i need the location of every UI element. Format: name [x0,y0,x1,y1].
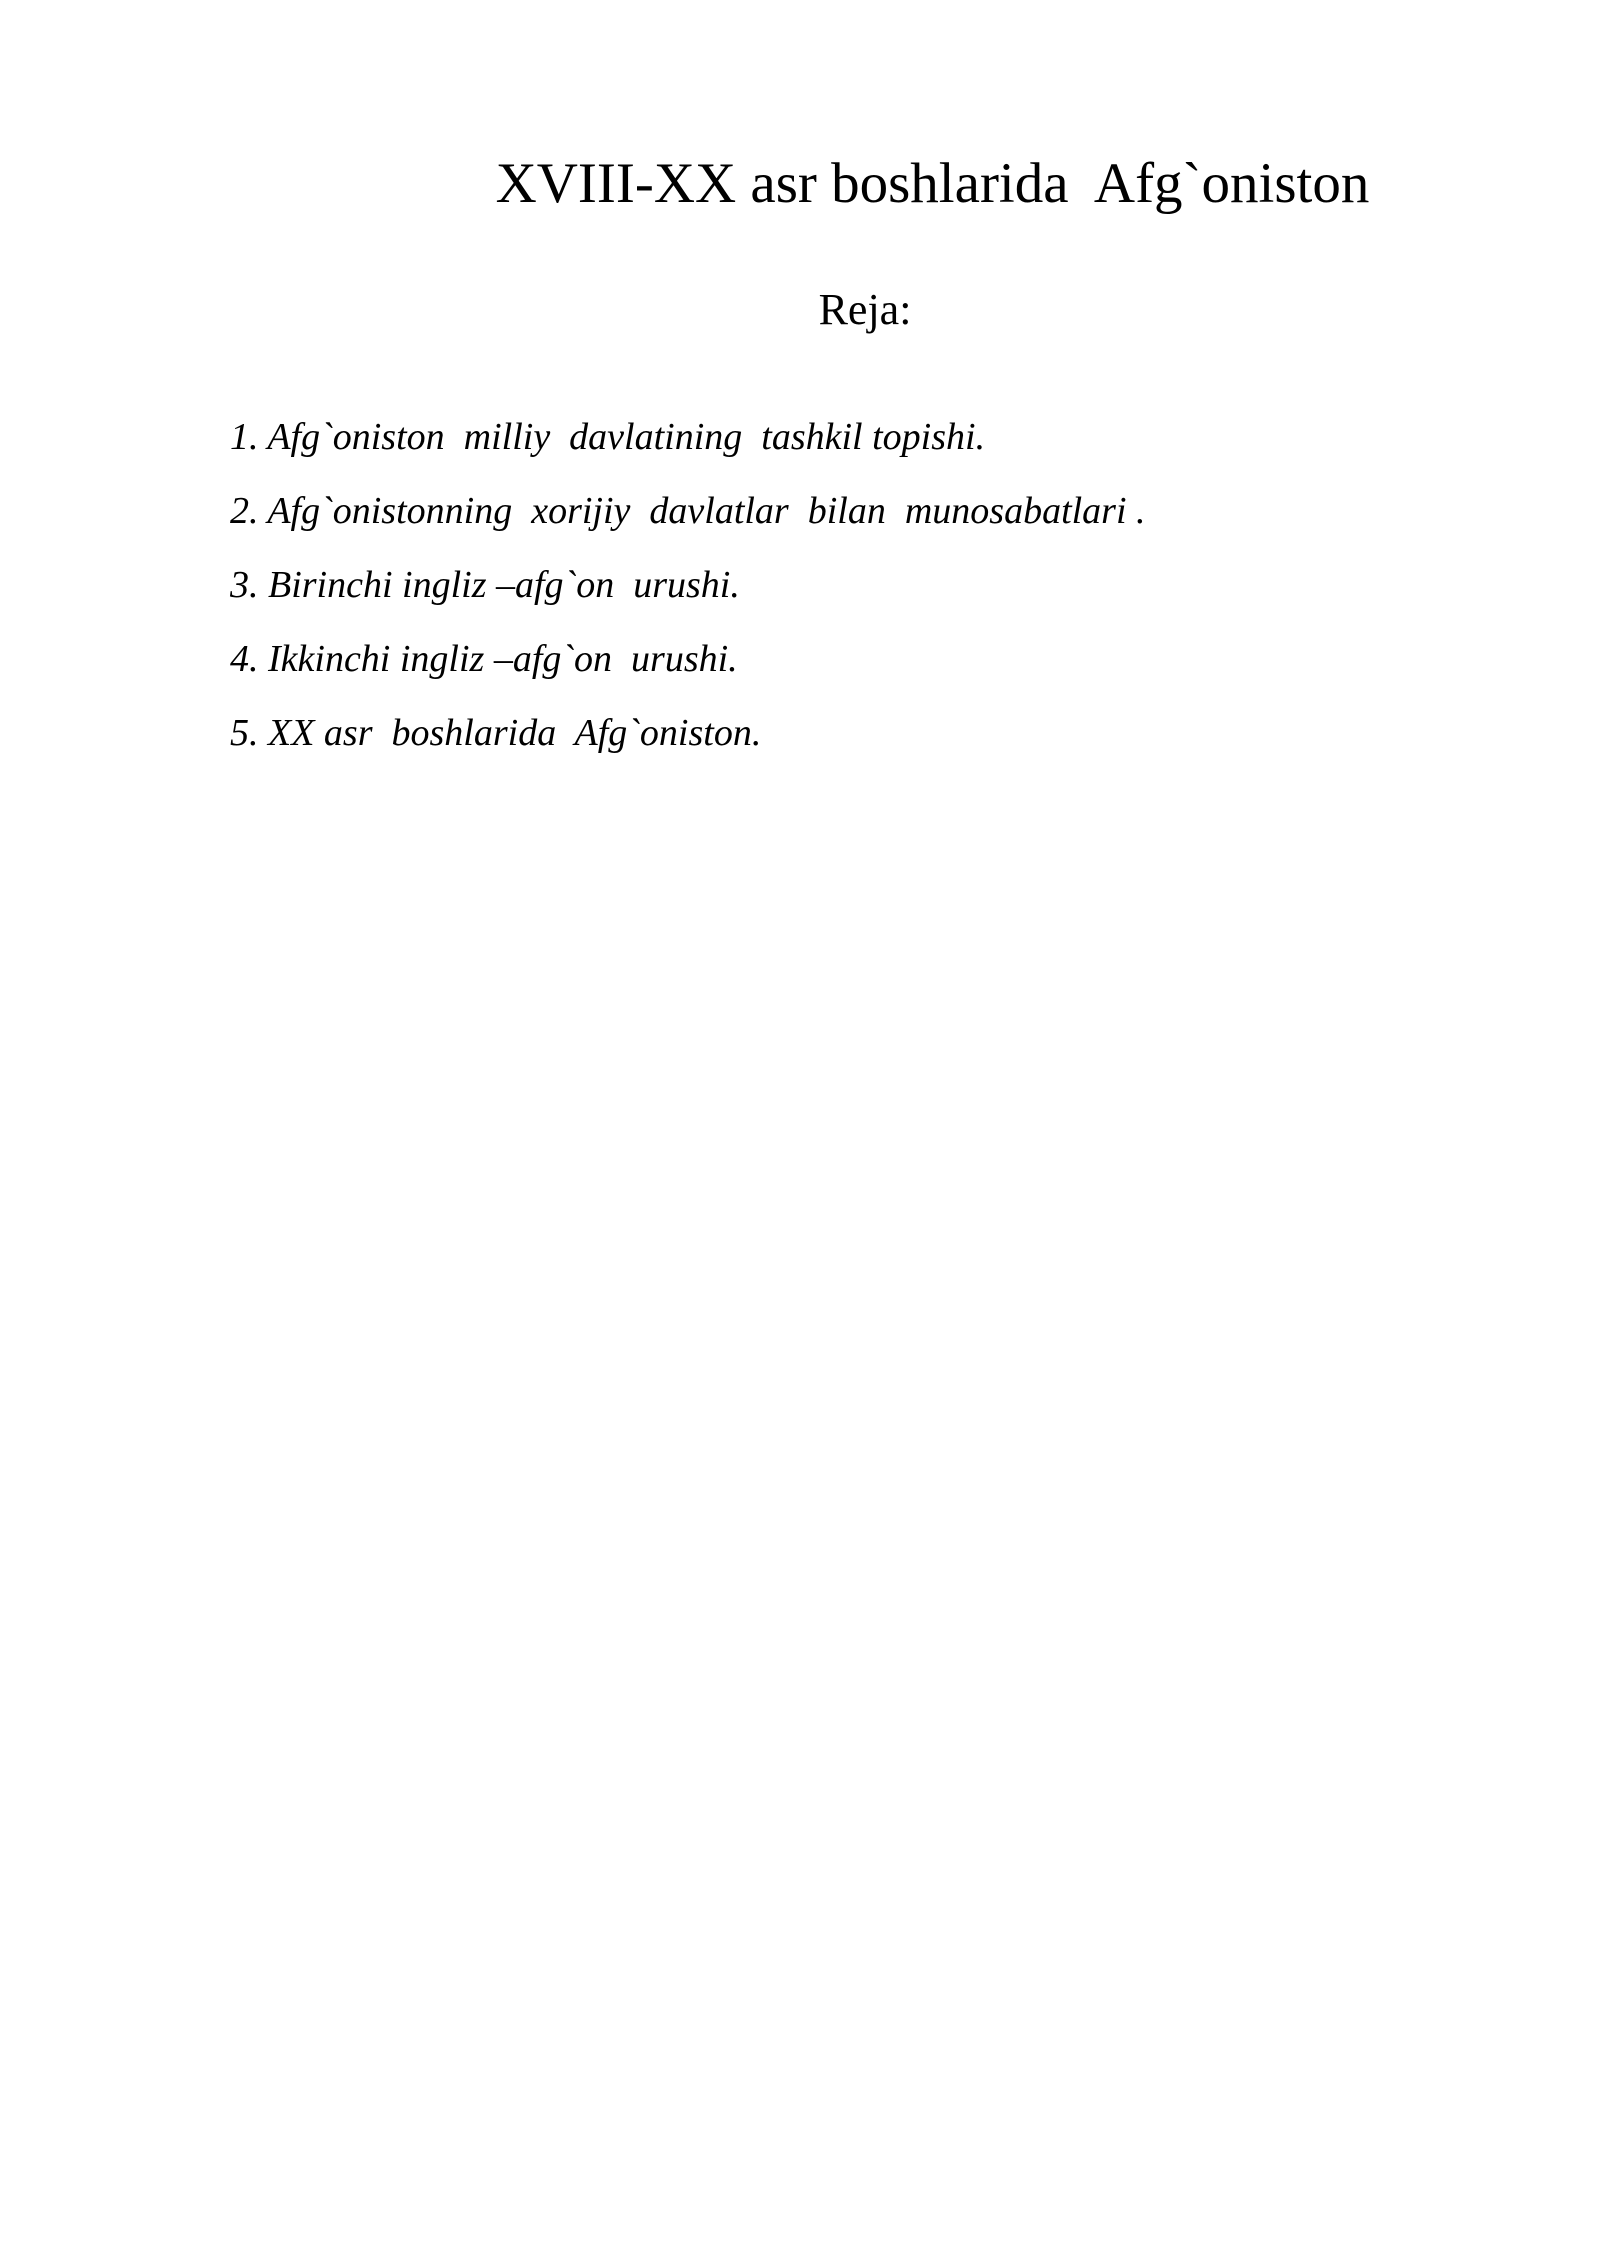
plan-item-1: 1. Afg`oniston milliy davlatining tashkil topishi. [230,416,986,458]
plan-list [230,400,1146,770]
page-title: XVIII-XX asr boshlarida Afg`oniston [495,152,1370,215]
plan-item-4: 4. Ikkinchi ingliz –afg`on urushi. [230,638,738,680]
plan-heading: Reja: [818,285,912,334]
plan-item-3: 3. Birinchi ingliz –afg`on urushi. [230,564,740,606]
plan-item-2: 2. Afg`onistonning xorijiy davlatlar bilan munosabatlari . [230,490,1146,532]
plan-item-5: 5. XX asr boshlarida Afg`oniston. [230,712,762,754]
